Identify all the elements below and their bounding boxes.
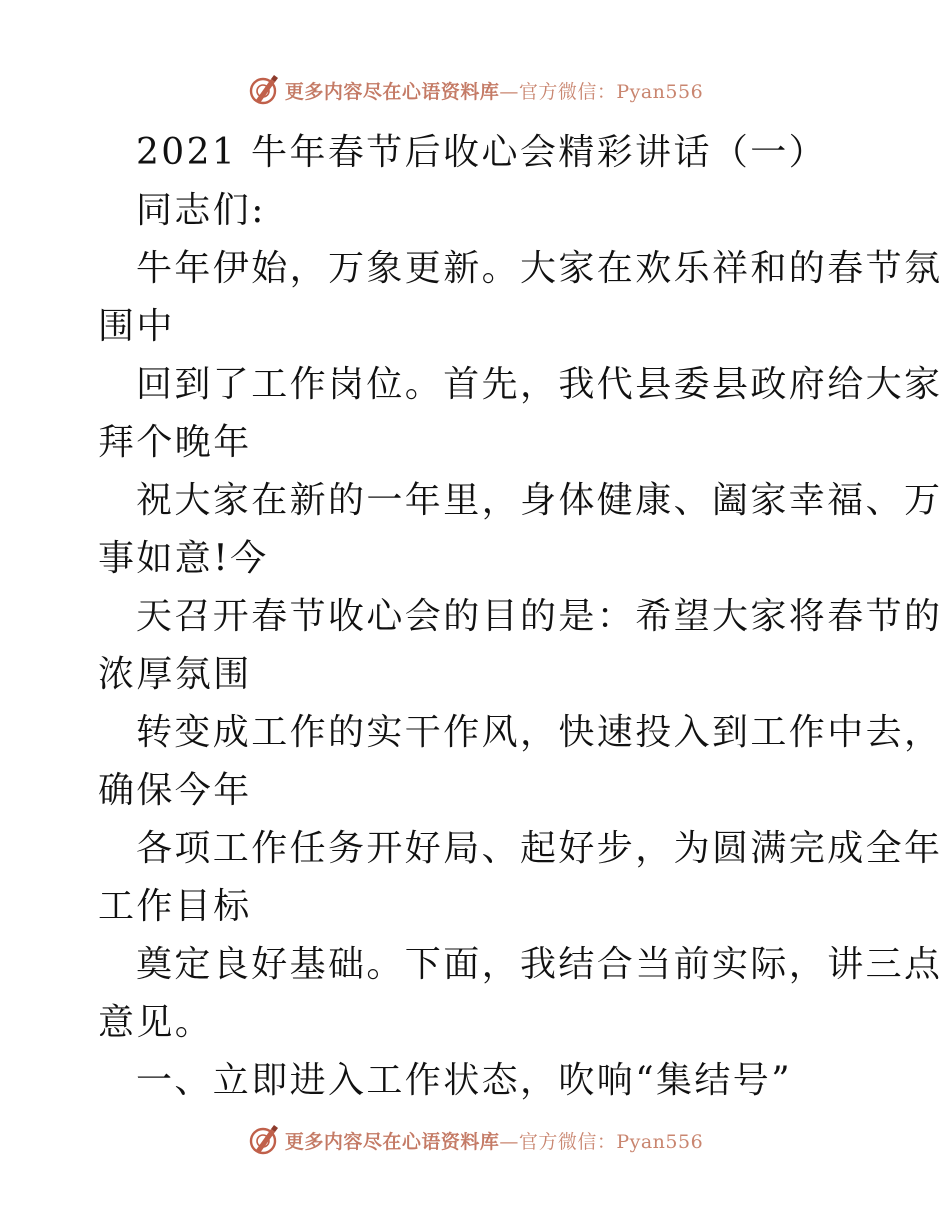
speech-body [98, 124, 943, 1110]
text-line: 各项工作任务开好局、起好步，为圆满完成全年 [136, 828, 943, 869]
salutation: 同志们: [136, 190, 266, 231]
text-line: 工作目标 [98, 886, 252, 927]
text-line: 浓厚氛围 [98, 654, 252, 695]
watermark-text: 更多内容尽在心语资料库—官方微信：Pyan556 [284, 80, 704, 103]
header-watermark [0, 70, 950, 110]
text-line: 意见。 [98, 1002, 214, 1043]
text-line: 围中 [98, 306, 175, 347]
section-heading: 一、立即进入工作状态，吹响“集结号” [136, 1060, 793, 1101]
text-line: 天召开春节收心会的目的是：希望大家将春节的 [136, 596, 943, 637]
text-line: 拜个晚年 [98, 422, 252, 463]
text-line: 确保今年 [98, 770, 252, 811]
text-line: 事如意!今 [98, 538, 269, 579]
text-line: 牛年伊始，万象更新。大家在欢乐祥和的春节氛 [136, 248, 943, 289]
text-line: 转变成工作的实干作风，快速投入到工作中去， [136, 712, 943, 753]
watermark-text: 更多内容尽在心语资料库—官方微信：Pyan556 [284, 1130, 704, 1153]
footer-watermark [0, 1120, 950, 1160]
pen-logo-icon [247, 1123, 281, 1157]
text-line: 祝大家在新的一年里，身体健康、阖家幸福、万 [136, 480, 943, 521]
pen-logo-icon [247, 73, 281, 107]
text-line: 回到了工作岗位。首先，我代县委县政府给大家 [136, 364, 943, 405]
document-title: 2021 牛年春节后收心会精彩讲话（一） [136, 132, 828, 173]
text-line: 奠定良好基础。下面，我结合当前实际，讲三点 [136, 944, 943, 985]
